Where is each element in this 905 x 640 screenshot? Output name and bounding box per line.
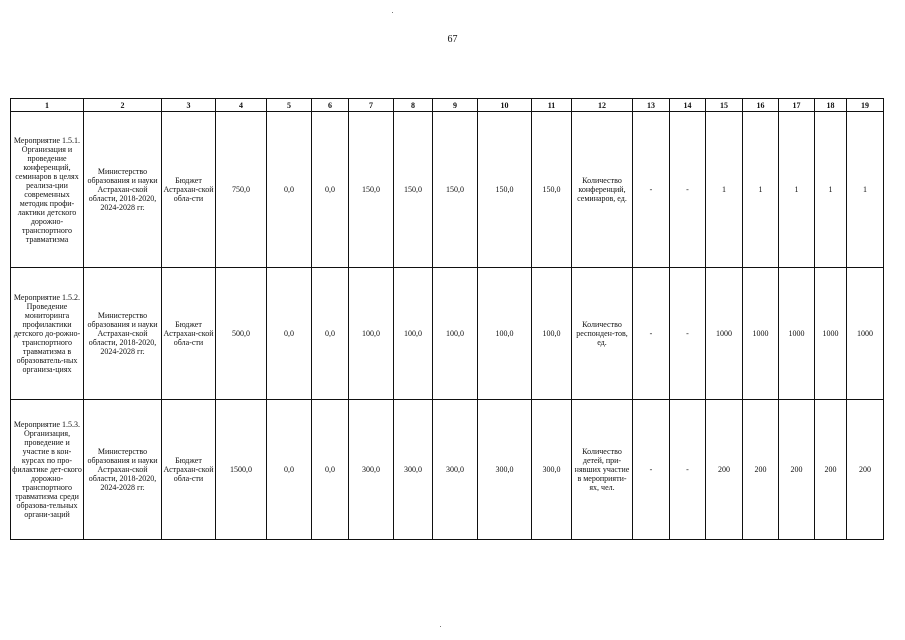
column-header: 16 [743,99,779,112]
year-value-cell: 100,0 [478,268,532,400]
year-value-cell: 0,0 [312,112,349,268]
total-cell: 500,0 [216,268,267,400]
column-header: 7 [349,99,394,112]
year-value-cell: 0,0 [267,112,312,268]
indicator-value-cell: 1000 [743,268,779,400]
total-cell: 1500,0 [216,400,267,540]
column-header: 5 [267,99,312,112]
indicator-value-cell: 1000 [706,268,743,400]
indicator-value-cell: 1000 [779,268,815,400]
year-value-cell: 150,0 [349,112,394,268]
column-header: 1 [11,99,84,112]
column-header: 17 [779,99,815,112]
column-header: 9 [433,99,478,112]
indicator-value-cell: 1 [706,112,743,268]
indicator-cell: Количество респонден-тов, ед. [572,268,633,400]
indicator-value-cell: - [670,112,706,268]
indicator-value-cell: 1 [779,112,815,268]
column-header: 14 [670,99,706,112]
header-row [11,99,884,112]
executor-cell: Министерство образования и науки Астрахан-ской области, 2018-2020, 2024-2028 гг. [84,400,162,540]
indicator-value-cell: - [633,400,670,540]
year-value-cell: 150,0 [532,112,572,268]
year-value-cell: 300,0 [433,400,478,540]
year-value-cell: 300,0 [349,400,394,540]
column-header: 18 [815,99,847,112]
year-value-cell: 100,0 [349,268,394,400]
column-header: 8 [394,99,433,112]
indicator-value-cell: - [633,112,670,268]
table-row [11,400,884,540]
year-value-cell: 0,0 [312,268,349,400]
column-header: 19 [847,99,884,112]
page-number: 67 [447,34,458,45]
program-measures-table [10,98,884,540]
scan-speck [392,12,393,13]
indicator-value-cell: 1000 [847,268,884,400]
indicator-value-cell: 1 [847,112,884,268]
year-value-cell: 300,0 [394,400,433,540]
indicator-value-cell: - [670,400,706,540]
indicator-value-cell: 200 [847,400,884,540]
year-value-cell: 100,0 [394,268,433,400]
indicator-cell: Количество конференций, семинаров, ед. [572,112,633,268]
indicator-value-cell: - [633,268,670,400]
funding-source-cell: Бюджет Астрахан-ской обла-сти [162,268,216,400]
measure-cell: Мероприятие 1.5.3. Организация, проведение и участие в кон-курсах по про-филактике дет-ского дорожно-транспортного травматизма среди образова-тельных органи-заций [11,400,84,540]
table-row [11,268,884,400]
funding-source-cell: Бюджет Астрахан-ской обла-сти [162,400,216,540]
indicator-value-cell: 200 [743,400,779,540]
measure-cell: Мероприятие 1.5.2. Проведение мониторинга профилактики детского до-рожно-транспортного травматизма в образователь-ных организа-циях [11,268,84,400]
funding-source-cell: Бюджет Астрахан-ской обла-сти [162,112,216,268]
year-value-cell: 150,0 [478,112,532,268]
scan-speck [440,626,441,627]
indicator-value-cell: - [670,268,706,400]
indicator-value-cell: 200 [706,400,743,540]
measure-cell: Мероприятие 1.5.1. Организация и проведение конференций, семинаров в целях реализа-ции современных методик профи-лактики детского дорожно-транспортного травматизма [11,112,84,268]
column-header: 11 [532,99,572,112]
column-header: 13 [633,99,670,112]
column-header: 2 [84,99,162,112]
column-header: 6 [312,99,349,112]
indicator-value-cell: 1 [743,112,779,268]
total-cell: 750,0 [216,112,267,268]
year-value-cell: 150,0 [433,112,478,268]
column-header: 15 [706,99,743,112]
column-header: 4 [216,99,267,112]
year-value-cell: 100,0 [532,268,572,400]
column-header: 12 [572,99,633,112]
year-value-cell: 300,0 [478,400,532,540]
table-row [11,112,884,268]
year-value-cell: 300,0 [532,400,572,540]
executor-cell: Министерство образования и науки Астрахан-ской области, 2018-2020, 2024-2028 гг. [84,112,162,268]
indicator-cell: Количество детей, при-нявших участие в мероприяти-ях, чел. [572,400,633,540]
column-header: 3 [162,99,216,112]
indicator-value-cell: 1 [815,112,847,268]
executor-cell: Министерство образования и науки Астрахан-ской области, 2018-2020, 2024-2028 гг. [84,268,162,400]
year-value-cell: 100,0 [433,268,478,400]
year-value-cell: 0,0 [312,400,349,540]
year-value-cell: 0,0 [267,400,312,540]
indicator-value-cell: 200 [779,400,815,540]
indicator-value-cell: 1000 [815,268,847,400]
year-value-cell: 0,0 [267,268,312,400]
year-value-cell: 150,0 [394,112,433,268]
column-header: 10 [478,99,532,112]
indicator-value-cell: 200 [815,400,847,540]
